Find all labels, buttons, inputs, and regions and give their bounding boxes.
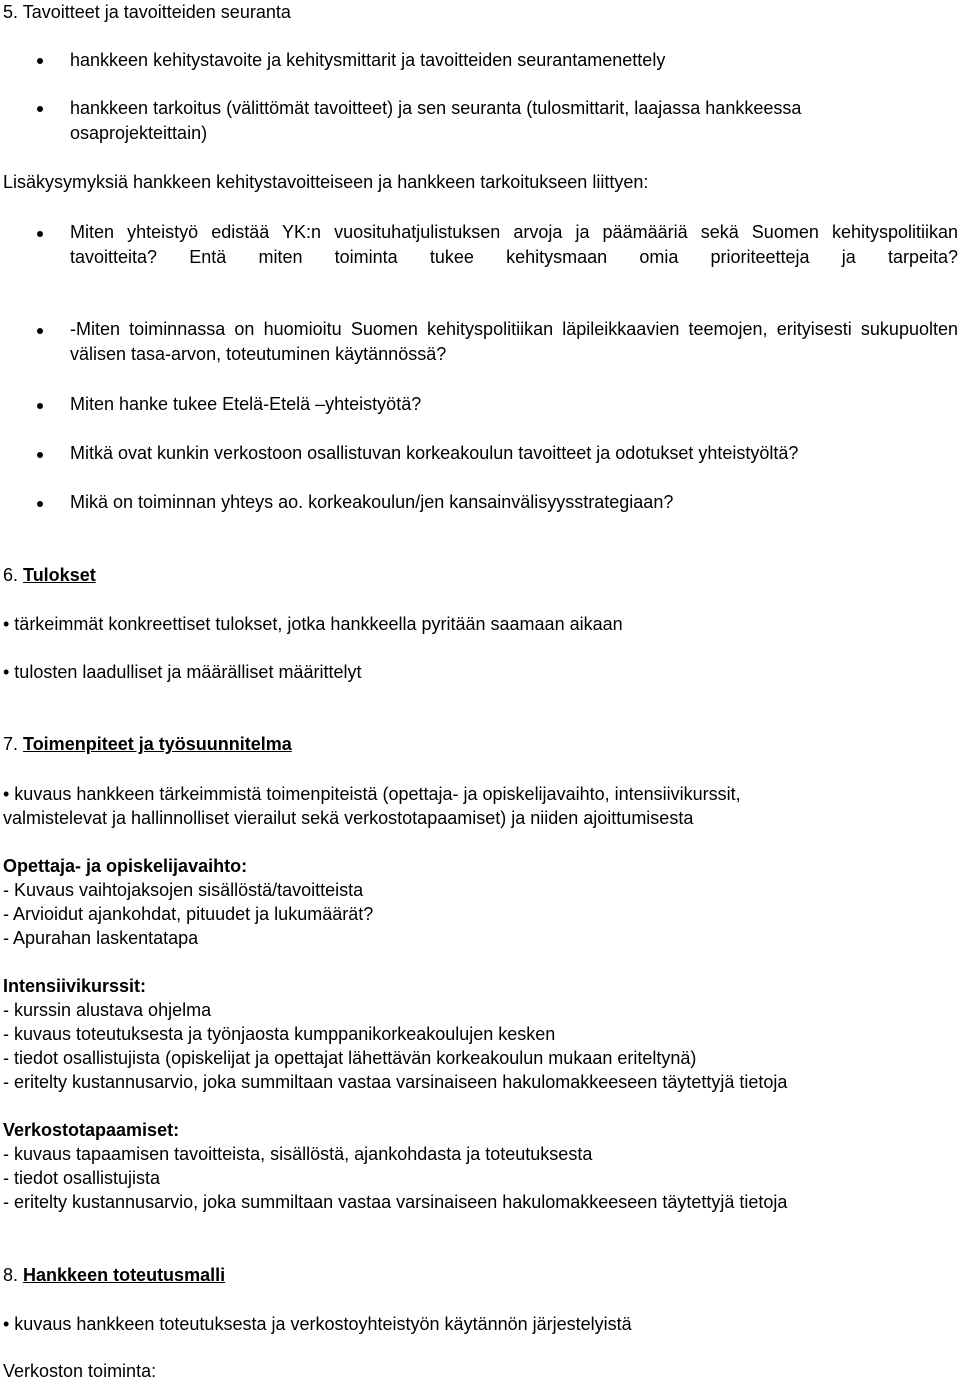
list-item: hankkeen kehitystavoite ja kehitysmittarit ja tavoitteiden seurantamenettely bbox=[70, 50, 666, 70]
section-number: 8. bbox=[3, 1265, 19, 1285]
question-text: -Miten toiminnassa on huomioitu Suomen kehityspolitiikan läpileikkaavien teemojen, erityisesti sukupuolten välisen tasa-arvon, toteutuminen käytännössä? bbox=[70, 319, 958, 364]
question-item: Mikä on toiminnan yhteys ao. korkeakoulun/jen kansainvälisyysstrategiaan? bbox=[70, 492, 674, 512]
list-item: - Kuvaus vaihtojaksojen sisällöstä/tavoitteista bbox=[3, 880, 364, 900]
bullet-dot bbox=[37, 403, 43, 409]
list-item: - eritelty kustannusarvio, joka summiltaan vastaa varsinaiseen hakulomakkeeseen täytettyjä tietoja bbox=[3, 1192, 788, 1212]
bullet-dot bbox=[37, 106, 43, 112]
bullet-dot bbox=[37, 231, 43, 237]
list-item: • tulosten laadulliset ja määrälliset määrittelyt bbox=[3, 662, 362, 682]
list-item: - kuvaus tapaamisen tavoitteista, sisällöstä, ajankohdasta ja toteutuksesta bbox=[3, 1144, 593, 1164]
bullet-dot bbox=[37, 452, 43, 458]
list-item: - eritelty kustannusarvio, joka summiltaan vastaa varsinaiseen hakulomakkeeseen täytettyjä tietoja bbox=[3, 1072, 788, 1092]
exchange-heading: Opettaja- ja opiskelijavaihto: bbox=[3, 856, 248, 876]
section-number: 7. bbox=[3, 734, 19, 754]
question-text: Miten yhteistyö edistää YK:n vuosituhatjulistuksen arvoja ja päämääriä sekä Suomen kehityspolitiikan tavoitteita? Entä miten toiminta tukee kehitysmaan omia prioriteetteja ja tarpeita? bbox=[70, 222, 958, 267]
extra-questions-intro: Lisäkysymyksiä hankkeen kehitystavoitteiseen ja hankkeen tarkoitukseen liittyen: bbox=[3, 172, 649, 192]
network-ops-label: Verkoston toiminta: bbox=[3, 1361, 157, 1381]
section-number: 6. bbox=[3, 565, 19, 585]
intensive-heading: Intensiivikurssit: bbox=[3, 976, 147, 996]
bullet-dot bbox=[37, 58, 43, 64]
bullet-dot bbox=[37, 328, 43, 334]
section-7-heading bbox=[3, 732, 292, 756]
section-5-heading: 5. Tavoitteet ja tavoitteiden seuranta bbox=[3, 2, 291, 22]
question-item bbox=[70, 317, 958, 367]
section-6-heading bbox=[3, 563, 96, 587]
question-item bbox=[70, 220, 958, 295]
section-7-intro: • kuvaus hankkeen tärkeimmistä toimenpiteistä (opettaja- ja opiskelijavaihto, intensiivikurssit, bbox=[3, 784, 741, 804]
list-item: - tiedot osallistujista (opiskelijat ja opettajat lähettävän korkeakoulun mukaan eriteltynä) bbox=[3, 1048, 697, 1068]
section-title: Hankkeen toteutusmalli bbox=[23, 1265, 226, 1285]
section-8-heading bbox=[3, 1263, 225, 1287]
section-title: Toimenpiteet ja työsuunnitelma bbox=[23, 734, 292, 754]
list-item: • tärkeimmät konkreettiset tulokset, jotka hankkeella pyritään saamaan aikaan bbox=[3, 614, 623, 634]
list-item: - kurssin alustava ohjelma bbox=[3, 1000, 212, 1020]
list-item: - Arvioidut ajankohdat, pituudet ja lukumäärät? bbox=[3, 904, 374, 924]
question-item: Mitkä ovat kunkin verkostoon osallistuvan korkeakoulun tavoitteet ja odotukset yhteistyöltä? bbox=[70, 443, 799, 463]
list-item: - tiedot osallistujista bbox=[3, 1168, 161, 1188]
bullet-dot bbox=[37, 501, 43, 507]
network-heading: Verkostotapaamiset: bbox=[3, 1120, 180, 1140]
question-item: Miten hanke tukee Etelä-Etelä –yhteistyötä? bbox=[70, 394, 422, 414]
list-item: • kuvaus hankkeen toteutuksesta ja verkostoyhteistyön käytännön järjestelyistä bbox=[3, 1314, 632, 1334]
list-item: - Apurahan laskentatapa bbox=[3, 928, 199, 948]
list-item: hankkeen tarkoitus (välittömät tavoitteet) ja sen seuranta (tulosmittarit, laajassa hankkeessa bbox=[70, 98, 802, 118]
list-item: - kuvaus toteutuksesta ja työnjaosta kumppanikorkeakoulujen kesken bbox=[3, 1024, 556, 1044]
section-7-intro-continuation: valmistelevat ja hallinnolliset vierailut sekä verkostotapaamiset) ja niiden ajoittumisesta bbox=[3, 808, 694, 828]
section-title: Tulokset bbox=[23, 565, 96, 585]
list-item-continuation: osaprojekteittain) bbox=[70, 123, 208, 143]
